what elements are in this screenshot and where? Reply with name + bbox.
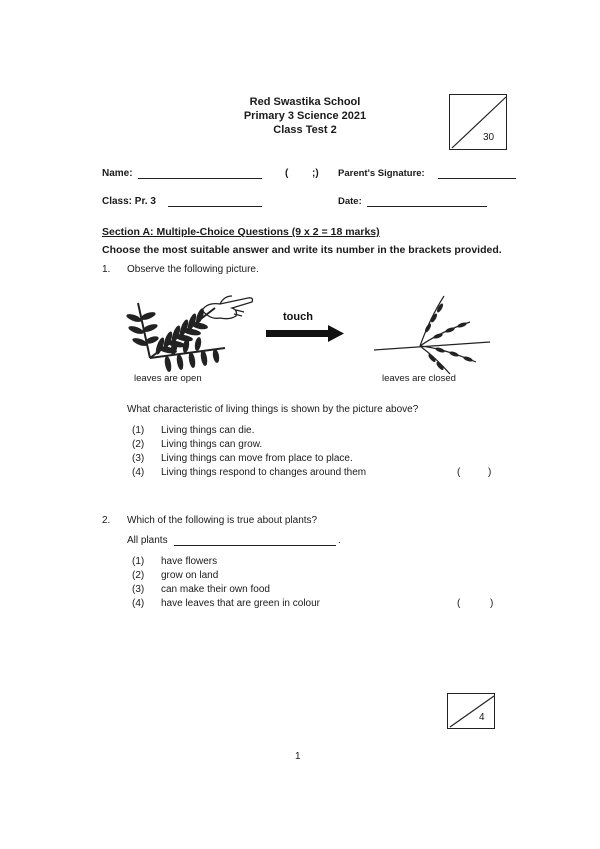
touching-hand-drawing [202,296,253,319]
parent-signature-field[interactable] [438,178,516,179]
total-score-box [449,94,507,150]
school-name: Red Swastika School [249,96,361,108]
q1-stem: Observe the following picture. [127,264,259,275]
q2-option-4-number: (4) [132,598,145,609]
q1-option-2-text: Living things can grow. [161,439,263,450]
q1-option-4-number: (4) [132,467,145,478]
q2-answer-open: ( [457,598,461,609]
q2-option-3-text: can make their own food [161,584,270,595]
q1-caption-open: leaves are open [134,373,202,384]
q2-number: 2. [102,515,111,526]
section-a-title: Section A: Multiple-Choice Questions (9 x 2 = 18 marks) [102,226,380,238]
page-score-value: 4 [479,712,485,723]
q1-option-3-number: (3) [132,453,145,464]
q1-option-4-text: Living things respond to changes around them [161,467,367,478]
page-number: 1 [295,751,301,762]
q1-option-1-text: Living things can die. [161,425,255,436]
q1-picture [120,288,500,378]
class-field[interactable] [168,206,262,207]
q1-option-3-text: Living things can move from place to place. [161,453,353,464]
class-label: Class: Pr. 3 [102,196,156,207]
q2-stem: Which of the following is true about plants? [127,515,318,526]
section-a-instruction: Choose the most suitable answer and write its number in the brackets provided. [102,244,502,256]
q1-option-2-number: (2) [132,439,145,450]
q2-option-2-number: (2) [132,570,145,581]
parent-signature-label: Parent's Signature: [338,168,425,179]
q2-option-1-number: (1) [132,556,145,567]
name-label: Name: [102,168,133,179]
date-field[interactable] [367,206,487,207]
q2-blank[interactable] [174,545,336,546]
test-title: Class Test 2 [273,124,337,136]
q1-option-1-number: (1) [132,425,145,436]
closed-leaves-drawing [374,296,490,374]
q2-option-4-text: have leaves that are green in colour [161,598,320,609]
page-score-box [447,693,495,729]
q2-answer-input[interactable] [464,598,484,610]
q1-answer-input[interactable] [464,467,484,479]
score-box-diagonal [450,95,508,151]
q2-option-2-text: grow on land [161,570,219,581]
q1-answer-close: ) [488,467,492,478]
open-leaves-drawing [125,303,225,372]
q2-option-3-number: (3) [132,584,145,595]
total-score-value: 30 [483,132,495,143]
name-field[interactable] [138,178,262,179]
q1-caption-closed: leaves are closed [382,373,456,384]
q2-lead: All plants [127,535,168,546]
page-score-diagonal [448,694,496,730]
subject-title: Primary 3 Science 2021 [243,110,367,122]
touch-arrow [266,325,344,342]
q1-number: 1. [102,264,111,275]
q2-lead-end: . [338,535,341,546]
arrow-label: touch [283,311,313,323]
q2-option-1-text: have flowers [161,556,218,567]
q1-prompt: What characteristic of living things is shown by the picture above? [127,404,419,415]
q2-answer-close: ) [490,598,494,609]
date-label: Date: [338,196,362,207]
index-close: ;) [312,168,319,179]
index-open: ( [285,168,289,179]
q1-answer-open: ( [457,467,461,478]
test-header [200,95,410,137]
